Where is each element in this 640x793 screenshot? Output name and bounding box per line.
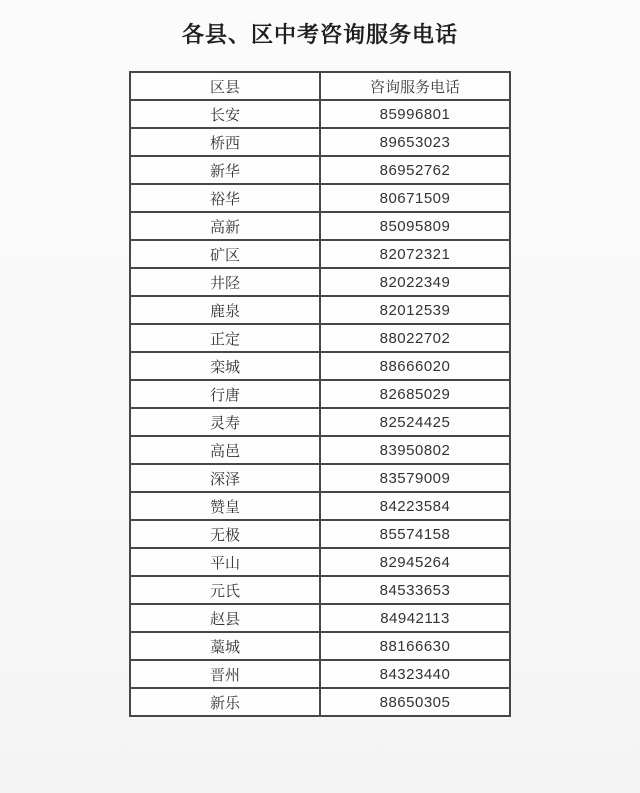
table-body [130, 100, 510, 716]
phone-cell: 85095809 [320, 212, 510, 240]
table-row [130, 408, 510, 436]
table-row [130, 212, 510, 240]
phone-cell: 82012539 [320, 296, 510, 324]
table-header-row [130, 72, 510, 100]
phone-cell: 83950802 [320, 436, 510, 464]
table-row [130, 324, 510, 352]
phone-cell: 80671509 [320, 184, 510, 212]
table-row [130, 156, 510, 184]
page-title: 各县、区中考咨询服务电话 [181, 22, 458, 47]
district-cell: 长安 [130, 100, 320, 128]
table-row [130, 268, 510, 296]
phone-cell: 82524425 [320, 408, 510, 436]
table-row [130, 380, 510, 408]
phone-cell: 88650305 [320, 688, 510, 716]
phone-cell: 88166630 [320, 632, 510, 660]
district-cell: 裕华 [130, 184, 320, 212]
district-cell: 鹿泉 [130, 296, 320, 324]
table-row [130, 464, 510, 492]
district-cell: 矿区 [130, 240, 320, 268]
phone-cell: 88666020 [320, 352, 510, 380]
phone-cell: 82945264 [320, 548, 510, 576]
district-cell: 高新 [130, 212, 320, 240]
phone-cell: 86952762 [320, 156, 510, 184]
phone-cell: 88022702 [320, 324, 510, 352]
district-cell: 平山 [130, 548, 320, 576]
district-cell: 井陉 [130, 268, 320, 296]
district-cell: 深泽 [130, 464, 320, 492]
table-row [130, 184, 510, 212]
district-cell: 栾城 [130, 352, 320, 380]
table-row [130, 632, 510, 660]
table-row [130, 548, 510, 576]
table-row [130, 240, 510, 268]
phone-cell: 85574158 [320, 520, 510, 548]
phone-cell: 89653023 [320, 128, 510, 156]
district-cell: 正定 [130, 324, 320, 352]
phone-cell: 84223584 [320, 492, 510, 520]
district-cell: 新乐 [130, 688, 320, 716]
table-row [130, 492, 510, 520]
district-cell: 赞皇 [130, 492, 320, 520]
table-row [130, 296, 510, 324]
district-cell: 新华 [130, 156, 320, 184]
district-cell: 无极 [130, 520, 320, 548]
table-row [130, 436, 510, 464]
phone-cell: 82685029 [320, 380, 510, 408]
phone-cell: 84533653 [320, 576, 510, 604]
table-row [130, 100, 510, 128]
phone-cell: 84323440 [320, 660, 510, 688]
phone-cell: 85996801 [320, 100, 510, 128]
district-cell: 元氏 [130, 576, 320, 604]
header-district: 区县 [130, 72, 320, 100]
table-row [130, 688, 510, 716]
table-row [130, 128, 510, 156]
district-cell: 高邑 [130, 436, 320, 464]
table-row [130, 660, 510, 688]
district-cell: 行唐 [130, 380, 320, 408]
district-cell: 赵县 [130, 604, 320, 632]
phone-cell: 84942113 [320, 604, 510, 632]
phone-cell: 82072321 [320, 240, 510, 268]
table-row [130, 520, 510, 548]
phone-cell: 82022349 [320, 268, 510, 296]
phone-cell: 83579009 [320, 464, 510, 492]
table-row [130, 604, 510, 632]
header-phone: 咨询服务电话 [320, 72, 510, 100]
district-cell: 晋州 [130, 660, 320, 688]
table-row [130, 352, 510, 380]
district-cell: 藁城 [130, 632, 320, 660]
phone-table [129, 71, 511, 717]
table-row [130, 576, 510, 604]
district-cell: 桥西 [130, 128, 320, 156]
district-cell: 灵寿 [130, 408, 320, 436]
